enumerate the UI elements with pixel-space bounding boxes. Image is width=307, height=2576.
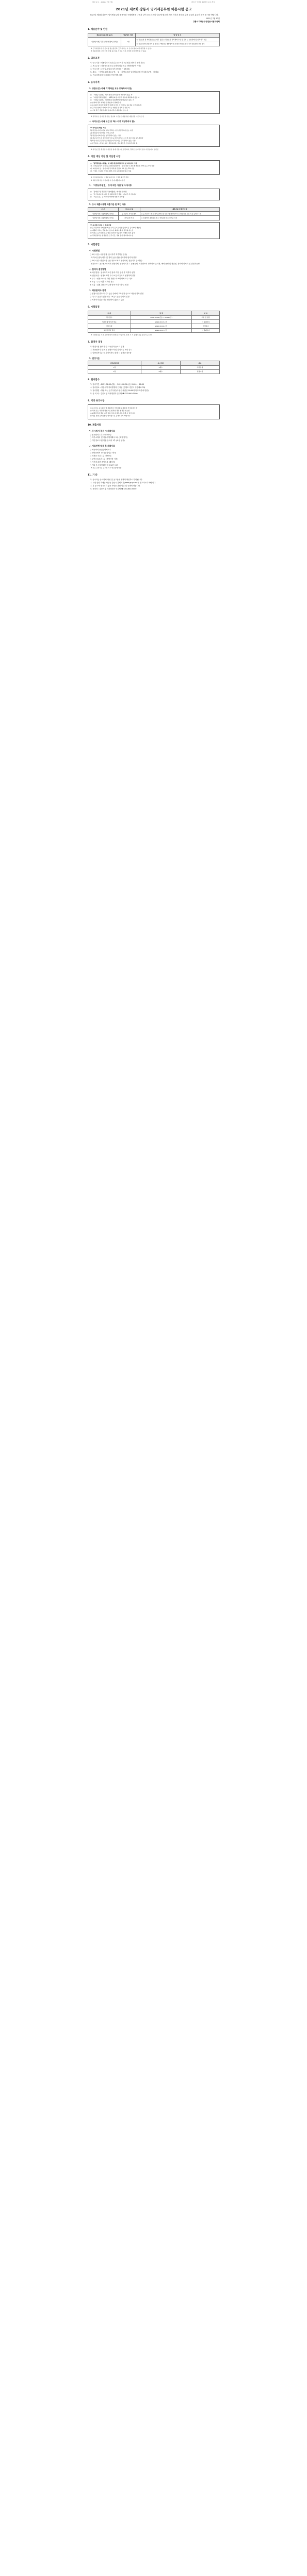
list-item: ○ 「지방공무원법」 제31조의 결격사유에 해당하지 않는 자 [90, 93, 133, 96]
table-cell: 일반임기제 (지방행정7급 상당) [88, 212, 119, 216]
list-item: ② 보통 : 우수·미흡 이외의 경우 [90, 281, 114, 283]
table-cell: 일반임기제공무원 (지방 행정7급 상당) [88, 38, 121, 46]
table-cell: 개별통지 [192, 324, 220, 328]
list-item: 다. 임용결격사유 등 부적격자로 판정 시 합격을 취소함 [90, 351, 132, 354]
list-item: 1) 관련분야 학사학위 취득 후 2년 이상 실무경력이 있는 사람 [90, 129, 133, 132]
list-item: ○ 응시원서의 기재사항 착오·누락 등으로 인한 불이익은 응시자의 책임임 [90, 227, 141, 229]
table-cell: 2021.08.02.(월) ~ 08.06.(금) [131, 315, 192, 319]
list-item: ○ 「국가유공자 등 예우 및 지원에 관한 법률」에 따른 국가유공자 [90, 193, 137, 196]
list-item: ○ 기타 응시자격 확인에 필요한 서류 [90, 464, 118, 466]
list-item: 다. 접수방법 : 방문 또는 등기우편 (우편은 마감일 18:00까지 도착분에 한함) [90, 389, 149, 392]
table-row [88, 212, 220, 216]
selection-table [88, 361, 220, 374]
list-item: 마. 근무성적평가 등에 따라 연장 여부 결정 [90, 74, 123, 76]
notice-title: 2021년 제2회 강릉시 임기제공무원 채용시험 공고 [116, 7, 192, 11]
table-row [88, 324, 220, 328]
subsection-title: 라. 결정기준 [89, 357, 100, 360]
subsection-title: 나. 자격요건 (아래 요건 중 하나 이상 해당하여야 함) [89, 120, 135, 123]
table-cell: 2021.08.13.(금) [131, 320, 192, 324]
list-item: 가. 응시자는 응시원서 작성 전 공고문을 정확히 확인하시기 바랍니다. [90, 479, 143, 481]
list-item: ○ 2차 시험 : 면접시험 (공무원으로서의 정신자세, 전문지식 등 평정) [90, 259, 142, 262]
table-cell: 원서접수 [88, 315, 131, 319]
note: ※ 근무예정부서: 강릉시청 정보통신과 (근무부서는 시 인사사정에 따라 변경될 수 있음) [91, 47, 152, 49]
table-header: 제출서류 및 확인사항 [140, 207, 219, 211]
table-row [88, 328, 220, 332]
table-cell: 1명 [88, 365, 141, 369]
section-title: 10. 제출서류 [88, 423, 101, 427]
subsection-title: 가. 공통요건 (아래 각 항목을 모두 충족하여야 함) [89, 87, 132, 90]
list-item: ○ 응시원서 1부 (소정 양식) [90, 433, 111, 436]
box-heading: ○ 「공무원임용시험령」에 의한 취업지원대상자 및 의사상자 가점 [90, 162, 137, 164]
list-item: ③ 미흡 : 위원 과반수가 2개 항목 이상 "하"로 평정 [90, 283, 128, 286]
list-item: ○ 자기소개서 및 직무수행계획서 1부 (소정 양식) [90, 436, 128, 439]
list-item: ○ 최종합격자 발표 이후 임용 전까지 결격사유 발생 시 합격 취소 [90, 412, 136, 414]
list-item: ○ 제출된 서류는 반환하지 않으며, 허위기재 시 합격을 취소함 [90, 229, 134, 232]
table-cell: 시 홈페이지 [192, 320, 220, 324]
note: ※ 결격사유, 응시결격 사유, 정년의 기준일은 최종시험 예정일을 기준으로 함 [91, 115, 144, 117]
table-header: 채용분야 (임기제 등급) [88, 33, 121, 37]
box-heading: ※ 응시원서 작성 시 유의사항 [90, 224, 111, 226]
note: ※ 자격요건은 원서접수 마감일 현재 기준으로 판단하며, 경력은 응시원서 접수 마감일까지 합산함 [91, 148, 158, 151]
table-row [88, 365, 220, 369]
note: ※ 해당 증명서는 서류제출 시 함께 제출하여야 함 [91, 179, 125, 181]
section-title: 1. 채용분야 및 인원 [88, 28, 108, 31]
list-item: 라. 문의처 : 강릉시청 자치행정과 인사팀 ☎ 033-640-5000 [90, 488, 137, 490]
caution-box [88, 222, 220, 239]
box-heading: ※ 자격요건 확인 기준 [90, 126, 106, 129]
list-item: ○ 허위 또는 부정한 방법으로 합격한 경우 합격을 취소함 [90, 409, 130, 412]
list-item: 나. 시험 관련 자세한 사항은 강릉시 홈페이지(www.gn.go.kr)를 참고하시기 바랍니다. [90, 482, 156, 484]
requirements-box [88, 91, 220, 113]
section-title: 2. 임용조건 [88, 57, 100, 60]
list-item: ○ 관련분야 : 정보보호학, 컴퓨터공학, 전자계산학, 정보통신공학 등 [90, 142, 138, 145]
list-item: 나. 최종합격자 발표 후 신원조사 및 결격사유 조회 실시 [90, 348, 132, 351]
table-row [88, 38, 220, 42]
list-item: ○ 개인정보 수집 이용 동의서 1부 (소정 양식) [90, 439, 125, 442]
table-row [88, 369, 220, 374]
table-header: 비고 [180, 361, 219, 365]
table-cell: 시 홈페이지 [192, 328, 220, 332]
list-item: 다. 가점은 각 과목 만점의 40% 이상 득점자에 한하여 적용 [90, 170, 132, 173]
table-header: 일 정 [131, 311, 192, 315]
note: ※ 모든 증명서는 공고일 이후 발급분에 한함 [91, 467, 122, 469]
table-cell: ○ 최종학력 졸업증명서 ○ 경력증명서 ○ 자격증 사본 [140, 216, 219, 220]
list-item: ① 우수 : 평정요소 중 위원 과반수가 5개 항목 모두 "상" [90, 278, 133, 280]
section-title: 5. 시험방법 [88, 244, 100, 247]
note: ※ 시험일정은 기관 사정에 따라 변경될 수 있으며, 변경 시 시 홈페이지를 통하여 공고함 [91, 334, 152, 336]
section-title: 3. 응시자격 [88, 81, 100, 84]
list-item: ○ 「지방공무원법」 제66조의 정년(60세)에 해당하지 않는 자 [90, 98, 134, 101]
notice-document [88, 5, 220, 491]
list-item: ○ 「장애인고용촉진 및 직업재활법」에 따른 장애인 [90, 191, 127, 193]
list-item: 가. 국가보훈처가 인정하는 취업지원대상자 : 필기시험 각 과목별 만점의 10% 또는 5% 가산 [90, 165, 155, 167]
schedule-table [88, 311, 220, 333]
list-item: ○ 최종학력 졸업증명서 1부 [90, 448, 111, 451]
section-title: 7. 합격자 결정 [88, 341, 103, 344]
list-item: ○ 경력증명서는 담당업무, 근무기간, 직위 등이 명시되어야 함 [90, 234, 134, 237]
list-item: 나. 보수수준 : 지방공무원 보수규정에 의한 보수 (연봉하한액 이상) [90, 65, 141, 67]
table-header: 비 고 [192, 311, 220, 315]
notice-intro: 2021년 제2회 강릉시 임기제공무원 채용시험 시행계획을 다음과 같이 공고하오니 업무에 필요한 전문 지식과 경험을 갖춘 유능한 분들의 많은 응시를 바랍니다. [90, 14, 219, 16]
section-title: 6. 시험일정 [88, 306, 100, 309]
list-item: 라. 문 의 처 : 강릉시청 자치행정과 인사팀 ☎ 033-640-5000 [90, 393, 138, 395]
note: ※ 채용예정일: 2021년 10월 중 (임용 시기는 기관 사정에 따라 변경될 수 있음) [91, 50, 147, 53]
table-header: 구 분 [88, 311, 131, 315]
table-cell: 면접시험 [180, 369, 219, 374]
notice-date: 2021년 7월 20일 [205, 18, 220, 20]
table-header: 응시인원 [141, 361, 180, 365]
top-note-right: [강릉시 인터넷 홈페이지 공고 게시] [191, 1, 215, 3]
table-cell: 응시원서, 자기소개서 [118, 212, 140, 216]
list-item: 2) 관련분야 석사학위 이상 소지자 [90, 132, 114, 134]
table-cell: 3배수 [141, 365, 180, 369]
list-item: ○ 1차 시험 : 서류전형 (응시자격 적격여부 심사) [90, 253, 127, 256]
list-item: 가. 접수기간 : 2021.08.02.(월) ~ 2021.08.06.(금) 09:00 ~ 18:00 [90, 383, 144, 386]
table-cell: 2배수 [141, 369, 180, 374]
note: ※ 취업지원대상자 가점과 의사상자 가점은 1개만 적용 [91, 176, 129, 179]
list-item: ○ 서류는 등기우편 또는 방문 접수만 가능하며 이메일 접수 불가 [90, 232, 135, 234]
list-item: 라. 복무 : 「지방공무원 복무규정」 및 「지방공무원 임기제공무원 인사관리규정」에 따름 [90, 71, 159, 73]
preference-box [88, 189, 220, 200]
list-item: 5) 8급 이상 공무원으로 관련분야 2년 이상 근무경력이 있는 사람 [90, 140, 136, 142]
table-cell: 1명 [88, 369, 141, 374]
table-cell: 자격증명 서류 [118, 216, 140, 220]
subsection-title: 다. 최종합격자 결정 [89, 289, 106, 292]
table-cell: 최종합격자 발표 [88, 328, 131, 332]
list-item: ○ 「지방공무원 임용령」 제65조의 응시결격 사유에 해당하지 않는 자 [90, 96, 140, 98]
table-cell: 1명 [121, 38, 135, 46]
notice-org: 강릉시지방공무원임용시험위원회 [192, 21, 220, 23]
table-cell: 우편 및 방문 [192, 315, 220, 319]
list-item: 가. 면접시험 합격자 중 고득점자 순으로 결정 [90, 345, 124, 348]
subsection-title: 라. 응시 제출서류별 제출기관 및 확인 사항 [89, 203, 126, 206]
recruit-table [88, 33, 220, 46]
list-item: ○ 경력증명서 1부 (담당업무 명시) [90, 451, 117, 454]
list-item: ○ 공고일 현재 국내에 거주하는 대한민국 국적을 가진 자 [90, 106, 130, 109]
list-item: 다. 근무시간 : 주 5일, 1일 8시간 (09:00 ~ 18:00) [90, 67, 130, 70]
list-item: ○ 기타 관련 법령에 따라 응시자격이 제한되지 않는 자 [90, 109, 128, 111]
bonus-box [88, 160, 220, 175]
list-item: ○ 면접시험 결과 "우수" 등급 중에서 고득점자 순으로 최종합격자 결정 [90, 293, 144, 295]
list-item: ○ 응시원서 접수일 현재 만 20세 이상인 자 (2001. 12. 31. 이전 출생자) [90, 104, 142, 106]
table-cell: 일반임기제 (지방행정7급 상당) [88, 216, 119, 220]
list-item: 3) 관련분야 4년 이상 실무경력이 있는 사람 [90, 134, 121, 137]
table-cell: ○ 정보통신망 보안관리 및 점검 ○ 개인정보 영향평가 및 안전성 확보조치 ○ 기타 정보보안 관련 업무 [135, 42, 219, 46]
section-title: 11. 기 타 [88, 473, 98, 477]
list-item: 4) 정보보안기사, 정보처리기사 등 관련 자격증 소지 후 2년 이상 실무경력자 [90, 137, 143, 140]
table-header: 담당업무 인원 [121, 33, 135, 37]
table-row [88, 216, 220, 220]
table-cell: 서류전형 [180, 365, 219, 369]
documents-table [88, 207, 220, 221]
table-cell: 서류전형 합격자 발표 [88, 320, 131, 324]
subsection-title: 나. 합격자 결정방법 [89, 267, 106, 270]
list-item: ○ 응시자는 응시원서 및 제출서류 기재사항을 정확히 작성하여야 함 [90, 406, 138, 409]
subsection-title: 가. 시험방법 [89, 249, 100, 252]
table-header: 담 당 업 무 [135, 33, 219, 37]
subsection-title: 다. 「지방공무원법」 등에 의한 가점 및 우대사항 [89, 184, 132, 187]
list-item: ○ "우수" 등급이 없을 경우 "보통" 등급 중에서 결정 [90, 296, 130, 298]
list-item: ○ 주민등록초본 1부 (병역사항 기재) [90, 457, 118, 460]
table-cell: 2021.08.27.(금) [131, 328, 192, 332]
section-title: 8. 원서접수 [88, 379, 100, 382]
list-item: ○ 적격자가 없는 경우 선발하지 않을 수 있음 [90, 299, 124, 301]
list-item: 2) 면접시험 : 평정요소별 우수·보통·미흡으로 평정하여 결정 [90, 275, 136, 277]
top-note [0, 0, 307, 3]
table-cell: ○ 응시원서 1부 ○ 자기소개서 및 직무수행계획서 1부 ○ 개인정보 수집 이용 동의서 1부 [140, 212, 219, 216]
list-item: ○ 채용 관련 문의사항은 인사팀으로 문의하시기 바랍니다 [90, 414, 131, 417]
list-item: 가. 근무기간 : 임용일부터 2년 (총 근무기간 5년 범위 내에서 연장 가능) [90, 62, 145, 64]
table-header: 구 분 [88, 207, 119, 211]
list-item: ○ 가산점 관련 증빙서류 (해당자) [90, 461, 116, 463]
list-item: 나. 접수장소 : 강릉시청 자치행정과 인사팀 (강원도 강릉시 강릉대로 33) [90, 386, 146, 389]
list-item: 나. 의사상자 등 : 필기시험 각 과목별 만점의 5% 또는 3% 가산 [90, 167, 135, 170]
list-item: 다. 본 공고에 명시되지 않은 사항은 관련 법령 및 규정에 따릅니다. [90, 485, 141, 487]
subsection-title: 가. 응시원서 접수 시 제출서류 [89, 430, 115, 433]
table-header: 선발예정인원 [88, 361, 141, 365]
list-item: ○ 「저소득층」 등 사회적 약자에 대한 우대사항 [90, 196, 124, 198]
section-title: 4. 가산 대상 가점 및 가산점 사항 [88, 155, 121, 158]
notice-box [88, 404, 220, 419]
list-item: ○ 남자의 경우 병역을 필하였거나 면제된 자 [90, 101, 121, 104]
section-title: 9. 기타 유의사항 [88, 400, 105, 403]
table-cell: ○ 정보보안 및 개인정보보호 업무 총괄 ○ 정보보안 관리체계 수립 및 운영 ○ 보안관제 및 침해사고 대응 [135, 38, 219, 42]
list-item: - 자격요건 충족 여부 및 경력 등을 종합 심사하여 합격자 결정 [90, 256, 137, 259]
top-note-left: [원본 공고 ·· 2021년 7월 7일] [92, 1, 113, 3]
table-header: 임 용 유 형 [118, 207, 140, 211]
subsection-title: 나. 서류전형 합격 후 제출서류 [89, 445, 115, 448]
qualification-box [88, 125, 220, 147]
list-item: - 평정요소 : 공무원으로서의 정신자세, 전문지식과 그 응용능력, 의사발표의 정확성과 논리성, 예의·품행 및 성실성, 창의력·의지력 및 발전가능성 [90, 262, 200, 265]
table-row [88, 315, 220, 319]
table-cell: 면접시험 [88, 324, 131, 328]
list-item: ○ 자격증 사본 1부 (해당자) [90, 454, 111, 457]
table-cell: 2021.08.20.(금) [131, 324, 192, 328]
list-item: 1) 서류전형 : 응시자격 요건 충족 여부 심사 후 적격자 선발 [90, 272, 135, 274]
table-row [88, 320, 220, 324]
